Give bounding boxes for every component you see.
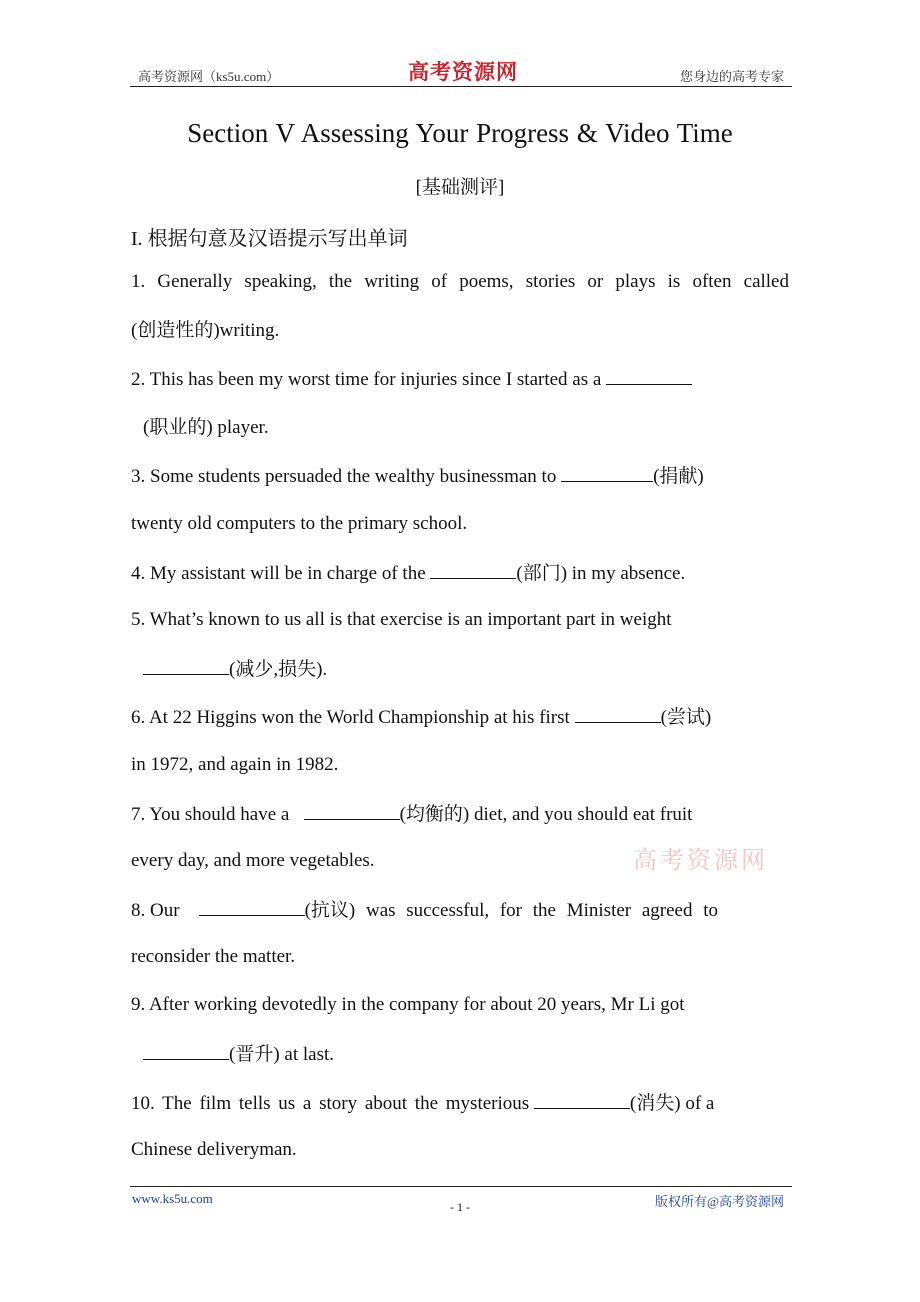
question-9-line-1: 9. After working devotedly in the company for about 20 years, Mr Li got: [131, 994, 685, 1015]
question-6-line-2: in 1972, and again in 1982.: [131, 754, 339, 775]
answer-blank[interactable]: [575, 705, 661, 723]
question-7-line-1: 7. You should have a (均衡的) diet, and you should eat fruit: [131, 804, 693, 825]
answer-blank[interactable]: [561, 464, 653, 482]
page-header: [130, 56, 792, 87]
question-5-line-1: 5. What’s known to us all is that exercise is an important part in weight: [131, 609, 672, 630]
question-8-line-1: 8. Our (抗议) was successful, for the Minister agreed to: [131, 900, 719, 921]
page-title: Section V Assessing Your Progress & Video Time: [187, 118, 733, 148]
question-6-line-1: 6. At 22 Higgins won the World Championship at his first (尝试): [131, 707, 712, 728]
answer-blank[interactable]: [430, 561, 516, 579]
question-2-line-2: (职业的) player.: [143, 417, 269, 438]
answer-blank[interactable]: [534, 1091, 630, 1109]
page-number: - 1 -: [450, 1200, 470, 1214]
header-slogan: 您身边的高考专家: [679, 69, 784, 84]
watermark: 高考资源网: [633, 846, 768, 874]
question-8-line-2: reconsider the matter.: [131, 946, 296, 967]
question-3-line-1: 3. Some students persuaded the wealthy businessman to (捐献): [131, 466, 704, 487]
footer-url[interactable]: www.ks5u.com: [132, 1191, 213, 1206]
question-3-line-2: twenty old computers to the primary school.: [131, 513, 468, 534]
answer-blank[interactable]: [143, 1042, 229, 1060]
header-source: 高考资源网（ks5u.com）: [138, 69, 280, 84]
answer-blank[interactable]: [304, 802, 400, 820]
question-5-line-2: (减少,损失).: [131, 657, 801, 682]
page-subtitle: [基础测评]: [415, 177, 505, 198]
question-7-line-2: every day, and more vegetables.: [131, 850, 375, 871]
question-10-line-2: Chinese deliveryman.: [131, 1139, 297, 1160]
answer-blank[interactable]: [199, 898, 305, 916]
header-logo: 高考资源网: [408, 59, 518, 84]
section-heading: I. 根据句意及汉语提示写出单词: [131, 228, 408, 250]
footer-copyright: 版权所有@高考资源网: [655, 1194, 784, 1209]
question-1-line-2: (创造性的)writing.: [131, 320, 280, 341]
question-1-line-1: 1. Generally speaking, the writing of poems, stories or plays is often called: [131, 271, 789, 292]
question-10-line-1: 10. The film tells us a story about the mysterious (消失) of a: [131, 1093, 715, 1114]
question-2-line-1: 2. This has been my worst time for injuries since I started as a: [131, 367, 789, 392]
answer-blank[interactable]: [143, 657, 229, 675]
answer-blank[interactable]: [606, 367, 692, 385]
question-4-line-1: 4. My assistant will be in charge of the (部门) in my absence.: [131, 563, 686, 584]
question-9-line-2: (晋升) at last.: [131, 1042, 801, 1067]
page-footer: [130, 1186, 792, 1209]
